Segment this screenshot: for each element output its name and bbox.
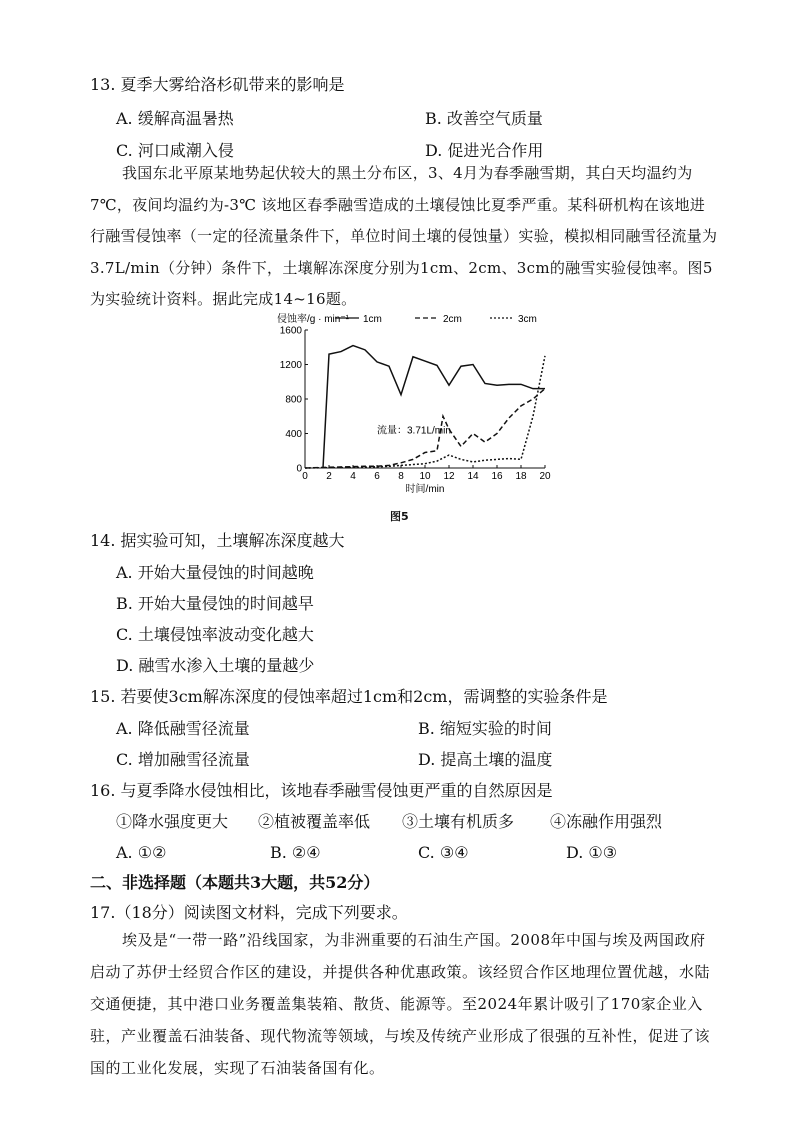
q14-option-a: A. 开始大量侵蚀的时间越晚: [116, 563, 314, 582]
passage-14-16: 我国东北平原某地势起伏较大的黑土分布区，3、4月为春季融雪期，其白天均温约为7℃，夜间均温约为-3℃ 该地区春季融雪造成的土壤侵蚀比夏季严重。某科研机构在该地进行融雪侵蚀率（一定的径流量条件下，单位时间土壤的侵蚀量）实验，模拟相同融雪径流量为3.7L/min（分钟）条件下，土壤解冻深度分别为1cm、2cm、3cm的融雪实验侵蚀率。图5为实验统计资料。据此完成14~16题。: [90, 164, 718, 308]
q17-stem: 17.（18分）阅读图文材料，完成下列要求。: [90, 903, 408, 922]
series-line-1cm: [323, 346, 545, 468]
q13-stem: 13. 夏季大雾给洛杉矶带来的影响是: [90, 75, 345, 94]
x-tick-label: 16: [491, 471, 503, 482]
q13-option-b: B. 改善空气质量: [425, 109, 543, 128]
x-tick-label: 18: [515, 471, 527, 482]
x-tick-label: 8: [398, 471, 404, 482]
y-tick-label: 1200: [279, 360, 302, 371]
x-tick-label: 4: [350, 471, 356, 482]
flow-annotation: 流量：3.71L/min: [377, 425, 451, 437]
x-tick-label: 2: [326, 471, 332, 482]
q15-option-d: D. 提高土壤的温度: [418, 750, 553, 769]
q13-option-c: C. 河口咸潮入侵: [116, 141, 234, 160]
x-axis-title: 时间/min: [405, 484, 445, 495]
series-line-3cm: [305, 356, 545, 468]
q16-option-d: D. ①③: [566, 843, 618, 862]
q16-item-1: ①降水强度更大: [116, 812, 229, 831]
x-tick-label: 10: [419, 471, 431, 482]
x-tick-label: 14: [467, 471, 479, 482]
q15-option-c: C. 增加融雪径流量: [116, 750, 250, 769]
q14-option-d: D. 融雪水渗入土壤的量越少: [116, 656, 315, 675]
q14-stem: 14. 据实验可知，土壤解冻深度越大: [90, 531, 345, 550]
x-tick-label: 0: [302, 471, 308, 482]
q15-option-a: A. 降低融雪径流量: [116, 719, 250, 738]
q16-item-4: ④冻融作用强烈: [550, 812, 663, 831]
y-tick-label: 400: [285, 429, 302, 440]
legend-label-1cm: 1cm: [363, 314, 382, 325]
y-tick-label: 0: [296, 463, 302, 475]
q15-option-b: B. 缩短实验的时间: [418, 719, 552, 738]
q17-passage: 埃及是“一带一路”沿线国家，为非洲重要的石油生产国。2008年中国与埃及两国政府启动了苏伊士经贸合作区的建设，并提供各种优惠政策。该经贸合作区地理位置优越，水陆交通便捷，其中港口业务覆盖集装箱、散货、能源等。至2024年累计吸引了170家企业入驻，产业覆盖石油装备、现代物流等领域，与埃及传统产业形成了很强的互补性，促进了该国的工业化发展，实现了石油装备国有化。: [90, 931, 711, 1077]
q16-option-a: A. ①②: [116, 843, 167, 862]
y-axis-title: 侵蚀率/g · min⁻¹: [277, 314, 349, 325]
q13-option-d: D. 促进光合作用: [425, 141, 544, 160]
legend-label-3cm: 3cm: [518, 314, 537, 325]
figure-5-chart: [270, 310, 570, 500]
y-tick-label: 800: [285, 394, 302, 406]
section-2-heading: 二、非选择题（本题共3大题，共52分）: [90, 873, 380, 892]
q16-option-b: B. ②④: [270, 843, 321, 862]
q14-option-b: B. 开始大量侵蚀的时间越早: [116, 594, 314, 613]
figure-caption: 图5: [390, 510, 409, 523]
q16-stem: 16. 与夏季降水侵蚀相比，该地春季融雪侵蚀更严重的自然原因是: [90, 781, 553, 800]
y-tick-label: 1600: [279, 325, 302, 337]
q13-option-a: A. 缓解高温暑热: [116, 109, 234, 128]
legend-label-2cm: 2cm: [443, 314, 462, 325]
q16-item-2: ②植被覆盖率低: [258, 812, 371, 831]
x-tick-label: 6: [374, 471, 380, 482]
q16-option-c: C. ③④: [418, 843, 469, 862]
x-tick-label: 12: [443, 471, 455, 482]
q15-stem: 15. 若要使3cm解冻深度的侵蚀率超过1cm和2cm，需调整的实验条件是: [90, 687, 608, 706]
q14-option-c: C. 土壤侵蚀率波动变化越大: [116, 625, 314, 644]
q16-item-3: ③土壤有机质多: [402, 812, 515, 831]
x-tick-label: 20: [539, 471, 551, 482]
